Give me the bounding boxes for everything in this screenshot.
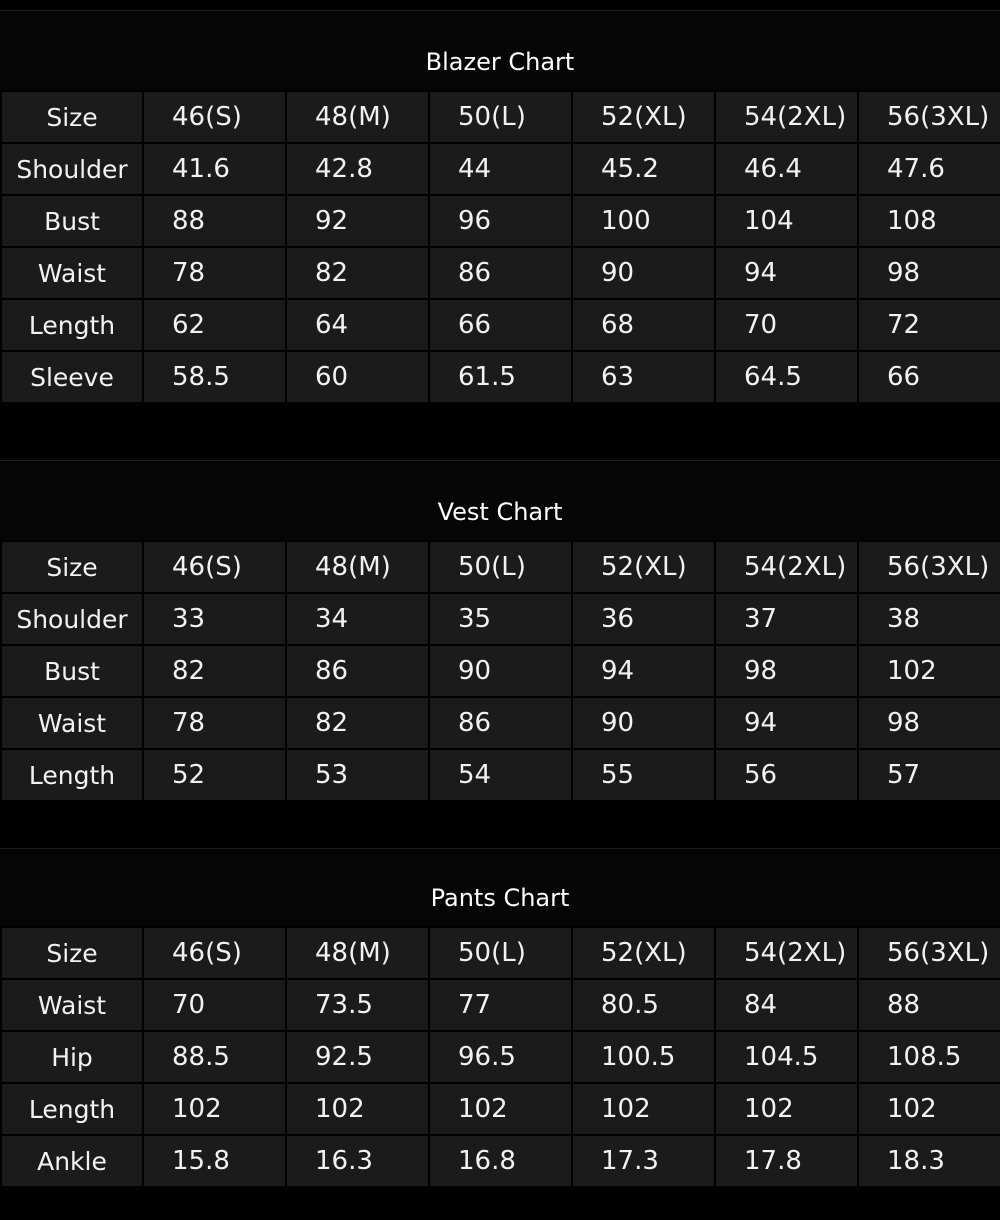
measurement-value-cell: 41.6 (143, 143, 286, 195)
measurement-value-cell: 36 (572, 593, 715, 645)
blazer-table-row (1, 143, 1000, 195)
measurement-value-cell: 88.5 (143, 1031, 286, 1083)
measurement-value-cell: 92 (286, 195, 429, 247)
vest-table-row (1, 593, 1000, 645)
blazer-size-table (0, 90, 1000, 404)
measurement-label-cell: Ankle (1, 1135, 143, 1187)
pants-chart-title: Pants Chart (430, 884, 570, 912)
measurement-label-cell: Waist (1, 247, 143, 299)
measurement-label-cell: Length (1, 1083, 143, 1135)
measurement-value-cell: 98 (858, 697, 1000, 749)
size-column-header: 52(XL) (572, 91, 715, 143)
measurement-value-cell: 102 (858, 645, 1000, 697)
size-column-header: 48(M) (286, 91, 429, 143)
size-column-header: 50(L) (429, 91, 572, 143)
size-column-header: 50(L) (429, 541, 572, 593)
measurement-value-cell: 96.5 (429, 1031, 572, 1083)
measurement-value-cell: 62 (143, 299, 286, 351)
measurement-value-cell: 82 (286, 247, 429, 299)
measurement-value-cell: 102 (429, 1083, 572, 1135)
measurement-value-cell: 88 (858, 979, 1000, 1031)
measurement-value-cell: 86 (429, 247, 572, 299)
measurement-label-cell: Length (1, 299, 143, 351)
pants-table-row (1, 1031, 1000, 1083)
measurement-value-cell: 18.3 (858, 1135, 1000, 1187)
measurement-label-cell: Hip (1, 1031, 143, 1083)
pants-table-row (1, 1083, 1000, 1135)
pants-size-table (0, 926, 1000, 1188)
measurement-value-cell: 66 (429, 299, 572, 351)
measurement-value-cell: 68 (572, 299, 715, 351)
size-column-header: 46(S) (143, 927, 286, 979)
measurement-value-cell: 34 (286, 593, 429, 645)
measurement-value-cell: 52 (143, 749, 286, 801)
measurement-label-cell: Bust (1, 645, 143, 697)
measurement-value-cell: 16.8 (429, 1135, 572, 1187)
measurement-value-cell: 94 (715, 247, 858, 299)
measurement-value-cell: 64.5 (715, 351, 858, 403)
measurement-value-cell: 88 (143, 195, 286, 247)
measurement-label-cell: Waist (1, 979, 143, 1031)
measurement-value-cell: 102 (286, 1083, 429, 1135)
measurement-value-cell: 108.5 (858, 1031, 1000, 1083)
measurement-value-cell: 86 (286, 645, 429, 697)
size-column-header: 50(L) (429, 927, 572, 979)
measurement-value-cell: 82 (143, 645, 286, 697)
measurement-value-cell: 100 (572, 195, 715, 247)
measurement-value-cell: 58.5 (143, 351, 286, 403)
vest-header-row (1, 541, 1000, 593)
vest-size-table (0, 540, 1000, 802)
size-column-header: 46(S) (143, 91, 286, 143)
size-column-header: 56(3XL) (858, 541, 1000, 593)
measurement-value-cell: 104 (715, 195, 858, 247)
measurement-value-cell: 70 (143, 979, 286, 1031)
size-column-header: 54(2XL) (715, 927, 858, 979)
measurement-value-cell: 102 (858, 1083, 1000, 1135)
size-column-header: 46(S) (143, 541, 286, 593)
measurement-value-cell: 44 (429, 143, 572, 195)
blazer-table-row (1, 299, 1000, 351)
measurement-value-cell: 37 (715, 593, 858, 645)
measurement-value-cell: 66 (858, 351, 1000, 403)
measurement-value-cell: 33 (143, 593, 286, 645)
vest-table-row (1, 749, 1000, 801)
pants-table-row (1, 979, 1000, 1031)
measurement-label-cell: Length (1, 749, 143, 801)
measurement-label-cell: Waist (1, 697, 143, 749)
measurement-value-cell: 17.8 (715, 1135, 858, 1187)
pants-table-row (1, 1135, 1000, 1187)
measurement-value-cell: 102 (715, 1083, 858, 1135)
measurement-value-cell: 90 (572, 247, 715, 299)
measurement-value-cell: 100.5 (572, 1031, 715, 1083)
measurement-value-cell: 35 (429, 593, 572, 645)
blazer-table-row (1, 247, 1000, 299)
size-column-header: 48(M) (286, 927, 429, 979)
measurement-label-cell: Shoulder (1, 143, 143, 195)
measurement-value-cell: 63 (572, 351, 715, 403)
measurement-value-cell: 90 (572, 697, 715, 749)
measurement-value-cell: 38 (858, 593, 1000, 645)
size-header-cell: Size (1, 927, 143, 979)
size-column-header: 52(XL) (572, 541, 715, 593)
measurement-value-cell: 96 (429, 195, 572, 247)
pants-header-row (1, 927, 1000, 979)
measurement-value-cell: 60 (286, 351, 429, 403)
size-column-header: 56(3XL) (858, 927, 1000, 979)
size-header-cell: Size (1, 541, 143, 593)
measurement-value-cell: 42.8 (286, 143, 429, 195)
measurement-value-cell: 56 (715, 749, 858, 801)
measurement-label-cell: Bust (1, 195, 143, 247)
measurement-value-cell: 54 (429, 749, 572, 801)
measurement-value-cell: 104.5 (715, 1031, 858, 1083)
measurement-value-cell: 72 (858, 299, 1000, 351)
measurement-value-cell: 47.6 (858, 143, 1000, 195)
measurement-value-cell: 102 (572, 1083, 715, 1135)
measurement-value-cell: 57 (858, 749, 1000, 801)
measurement-value-cell: 108 (858, 195, 1000, 247)
measurement-value-cell: 80.5 (572, 979, 715, 1031)
measurement-value-cell: 86 (429, 697, 572, 749)
vest-chart-title: Vest Chart (437, 498, 563, 526)
measurement-value-cell: 64 (286, 299, 429, 351)
measurement-value-cell: 90 (429, 645, 572, 697)
measurement-value-cell: 78 (143, 697, 286, 749)
measurement-value-cell: 46.4 (715, 143, 858, 195)
vest-table-row (1, 697, 1000, 749)
measurement-value-cell: 17.3 (572, 1135, 715, 1187)
size-column-header: 54(2XL) (715, 91, 858, 143)
measurement-value-cell: 70 (715, 299, 858, 351)
measurement-value-cell: 98 (715, 645, 858, 697)
measurement-value-cell: 78 (143, 247, 286, 299)
measurement-label-cell: Shoulder (1, 593, 143, 645)
size-header-cell: Size (1, 91, 143, 143)
measurement-value-cell: 92.5 (286, 1031, 429, 1083)
measurement-label-cell: Sleeve (1, 351, 143, 403)
measurement-value-cell: 53 (286, 749, 429, 801)
measurement-value-cell: 94 (572, 645, 715, 697)
blazer-table-row (1, 195, 1000, 247)
measurement-value-cell: 15.8 (143, 1135, 286, 1187)
size-column-header: 54(2XL) (715, 541, 858, 593)
vest-table-row (1, 645, 1000, 697)
measurement-value-cell: 45.2 (572, 143, 715, 195)
blazer-table-row (1, 351, 1000, 403)
blazer-chart-title: Blazer Chart (425, 48, 575, 76)
measurement-value-cell: 77 (429, 979, 572, 1031)
measurement-value-cell: 55 (572, 749, 715, 801)
measurement-value-cell: 61.5 (429, 351, 572, 403)
size-column-header: 52(XL) (572, 927, 715, 979)
blazer-header-row (1, 91, 1000, 143)
size-column-header: 48(M) (286, 541, 429, 593)
measurement-value-cell: 73.5 (286, 979, 429, 1031)
measurement-value-cell: 94 (715, 697, 858, 749)
measurement-value-cell: 82 (286, 697, 429, 749)
measurement-value-cell: 84 (715, 979, 858, 1031)
measurement-value-cell: 102 (143, 1083, 286, 1135)
size-column-header: 56(3XL) (858, 91, 1000, 143)
measurement-value-cell: 16.3 (286, 1135, 429, 1187)
measurement-value-cell: 98 (858, 247, 1000, 299)
